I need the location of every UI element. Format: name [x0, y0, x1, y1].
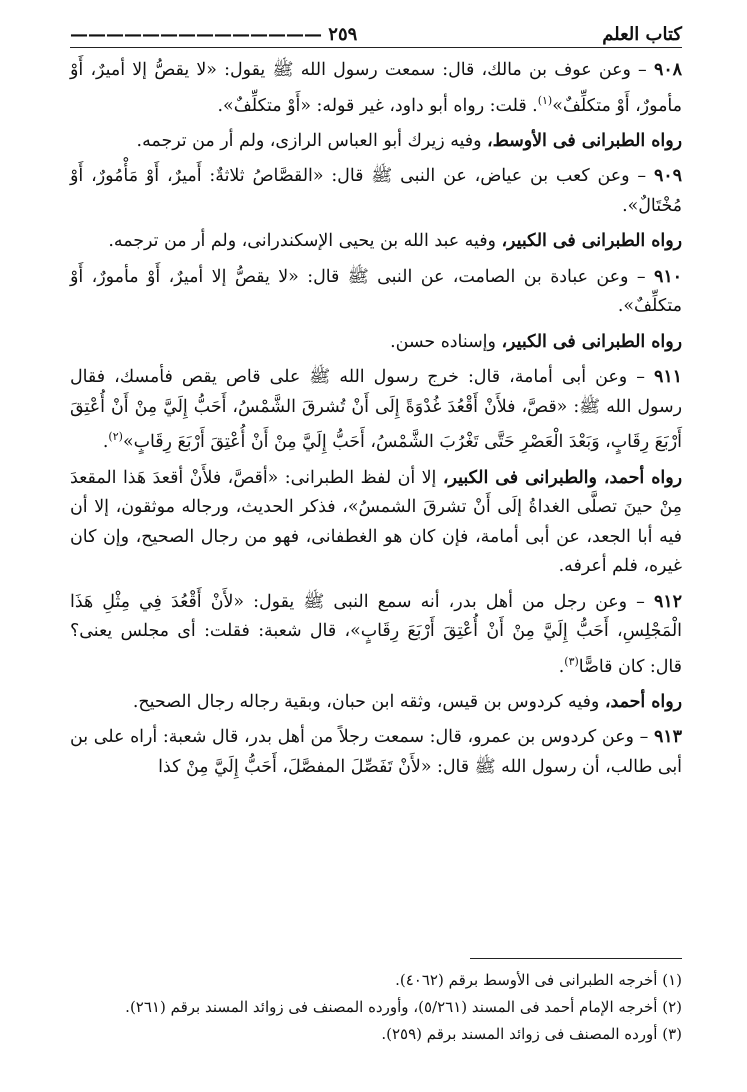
grading-908 — [70, 127, 682, 157]
hadith-911 — [70, 363, 682, 457]
hadith-text: – وعن كردوس بن عمرو، قال: سمعت رجلاً من أهل بدر، قال شعبة: أراه على بن أبى طالب، أن رسول الله ﷺ قال: «لأَنْ تَفَصِّلَ المفصَّلَ، أَحَبُّ إِلَيَّ مِنْ كذا — [70, 727, 682, 777]
hadith-number: ٩٠٨ — [653, 60, 683, 80]
grading-912 — [70, 688, 682, 718]
grading-source: رواه الطبرانى فى الأوسط، — [487, 130, 682, 151]
footnote-1: (١) أخرجه الطبرانى فى الأوسط برقم (٤٠٦٢). — [395, 971, 682, 989]
grading-text: وفيه كردوس بن قيس، وثقه ابن حبان، وبقية رجاله رجال الصحيح. — [132, 691, 605, 712]
hadith-tail: . — [558, 656, 565, 677]
hadith-tail: . — [102, 432, 109, 453]
running-header — [70, 24, 682, 48]
hadith-text: – وعن عوف بن مالك، قال: سمعت رسول الله ﷺ يقول: «لا يقصُّ إلا أميرٌ، أَوْ مأمورٌ، أَوْ متكلِّفٌ» — [70, 60, 682, 116]
grading-source: رواه الطبرانى فى الكبير، — [501, 231, 682, 252]
hadith-909 — [70, 162, 682, 221]
footnotes — [70, 958, 682, 1048]
footnote-ref: (٢) — [108, 430, 123, 444]
footnote-divider — [470, 958, 682, 959]
hadith-text: – وعن رجل من أهل بدر، أنه سمع النبى ﷺ يقول: «لأَنْ أَقْعُدَ فِي مِثْلِ هَذَا الْمَجْلِسِ، أَحَبُّ إِلَيَّ مِنْ أَنْ أُعْتِقَ أَرْبَعَ رِقَابٍ»، قال شعبة: فقلت: أى مجلس يعنى؟ قال: كان قاصًّا — [70, 591, 682, 677]
grading-text: وفيه عبد الله بن يحيى الإسكندرانى، ولم أر من ترجمه. — [108, 231, 502, 252]
grading-text: إلا أن لفظ الطبرانى: «أقصَّ، فلأَنْ أقعدَ هَذا المقعدَ مِنْ حينَ تصلَّى الغداةُ إلَى أَنْ تشرقَ الشمسُ»، فذكر الحديث، ورجاله موثقون، إلا أن فيه أبا الجعد، عن أبى أمامة، فإن كان هو الغطفانى، فهو من رجال الصحيح، وإن كان غيره، فلم أعرفه. — [70, 467, 682, 577]
hadith-tail: . قلت: رواه أبو داود، غير قوله: «أَوْ متكلِّفٌ». — [217, 95, 538, 116]
hadith-908 — [70, 56, 682, 121]
grading-909 — [70, 227, 682, 257]
footnote-3: (٣) أورده المصنف فى زوائد المسند برقم (٢٥٩). — [381, 1025, 682, 1043]
grading-911 — [70, 464, 682, 582]
hadith-913 — [70, 723, 682, 782]
grading-910 — [70, 328, 682, 358]
grading-source: رواه الطبرانى فى الكبير، — [501, 331, 682, 352]
hadith-number: ٩١٢ — [653, 591, 682, 612]
hadith-text: – وعن كعب بن عياض، عن النبى ﷺ قال: «القصَّاصُ ثلاثةٌ: أَميرٌ، أَوْ مَأْمُورٌ، أَوْ مُخْتَالٌ». — [70, 166, 682, 216]
page-number-value: ٢٥٩ — [328, 24, 358, 45]
hadith-910 — [70, 263, 682, 322]
hadith-number: ٩١٣ — [653, 727, 682, 748]
grading-text: وإسناده حسن. — [390, 331, 502, 352]
hadith-number: ٩٠٩ — [653, 166, 682, 187]
footnote-ref: (١) — [537, 93, 553, 107]
header-dash-line: —————————————— — [70, 24, 322, 45]
chapter-title: كتاب العلم — [602, 24, 682, 45]
hadith-text: – وعن عبادة بن الصامت، عن النبى ﷺ قال: «لا يقصُّ إلا أميرٌ، أَوْ مأمورٌ، أَوْ متكلِّفٌ». — [70, 266, 682, 317]
hadith-912 — [70, 588, 682, 682]
grading-text: وفيه زيرك أبو العباس الرازى، ولم أر من ترجمه. — [136, 130, 488, 151]
page — [70, 24, 682, 782]
hadith-number: ٩١٠ — [653, 266, 683, 287]
grading-source: رواه أحمد، — [604, 691, 682, 712]
footnote-2: (٢) أخرجه الإمام أحمد فى المسند (٥/٢٦١)، وأورده المصنف فى زوائد المسند برقم (٢٦١). — [125, 998, 682, 1016]
grading-source: رواه أحمد، والطبرانى فى الكبير، — [442, 467, 682, 488]
hadith-text: – وعن أبى أمامة، قال: خرج رسول الله ﷺ على قاص يقص فأمسك، فقال رسول الله ﷺ: «قصَّ، فلأَنْ أَقْعُدَ غُدْوَةً إِلَى أَنْ تُشرقَ الشَّمْسُ، أَحَبُّ إِلَيَّ مِنْ أَنْ أُعْتِقَ أَرْبَعَ رِقَابٍ، وَبَعْدَ الْعَصْرِ حَتَّى تَغْرُبَ الشَّمْسُ، أَحَبُّ إِلَيَّ مِنْ أَنْ أُعْتِقَ أَرْبَعَ رِقَابٍ» — [70, 367, 682, 453]
footnote-ref: (٣) — [564, 654, 579, 668]
hadith-number: ٩١١ — [653, 367, 683, 388]
page-number — [70, 24, 357, 45]
